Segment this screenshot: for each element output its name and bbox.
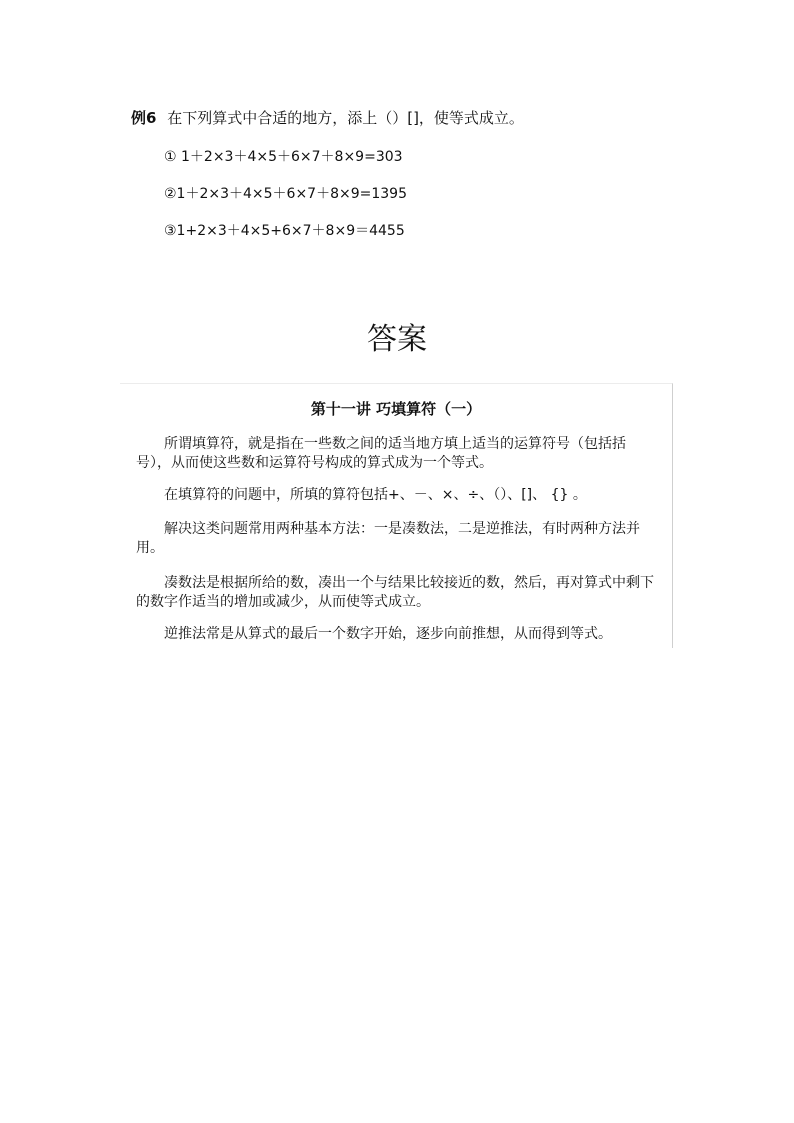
paragraph-approximation-method: 凑数法是根据所给的数，凑出一个与结果比较接近的数，然后，再对算式中剩下的数字作适当的增加或减少，从而使等式成立。: [136, 575, 654, 610]
equation-1: ① 1＋2×3＋4×5＋6×7＋8×9=303: [164, 149, 403, 165]
lecture-notes-panel: [120, 383, 673, 648]
lecture-title: 第十一讲 巧填算符（一）: [310, 400, 482, 418]
example-instruction: 在下列算式中合适的地方，添上（）[]，使等式成立。: [167, 109, 524, 127]
paragraph-reverse-method: 逆推法常是从算式的最后一个数字开始，逐步向前推想，从而得到等式。: [164, 626, 612, 642]
equation-3: ③1+2×3＋4×5+6×7＋8×9＝4455: [164, 223, 405, 239]
paragraph-operators: 在填算符的问题中，所填的算符包括+、－、×、÷、（）、[]、 {} 。: [164, 487, 587, 503]
answer-heading: 答案: [367, 322, 427, 357]
example-instruction-line: [131, 108, 691, 128]
example-problem: [131, 108, 691, 128]
paragraph-methods: 解决这类问题常用两种基本方法：一是凑数法，二是逆推法，有时两种方法并用。: [136, 521, 640, 556]
paragraph-definition: 所谓填算符，就是指在一些数之间的适当地方填上适当的运算符号（包括括号），从而使这些数和运算符号构成的算式成为一个等式。: [136, 436, 626, 471]
equation-2: ②1＋2×3＋4×5＋6×7＋8×9=1395: [164, 186, 407, 202]
example-label: 例6: [131, 109, 157, 127]
